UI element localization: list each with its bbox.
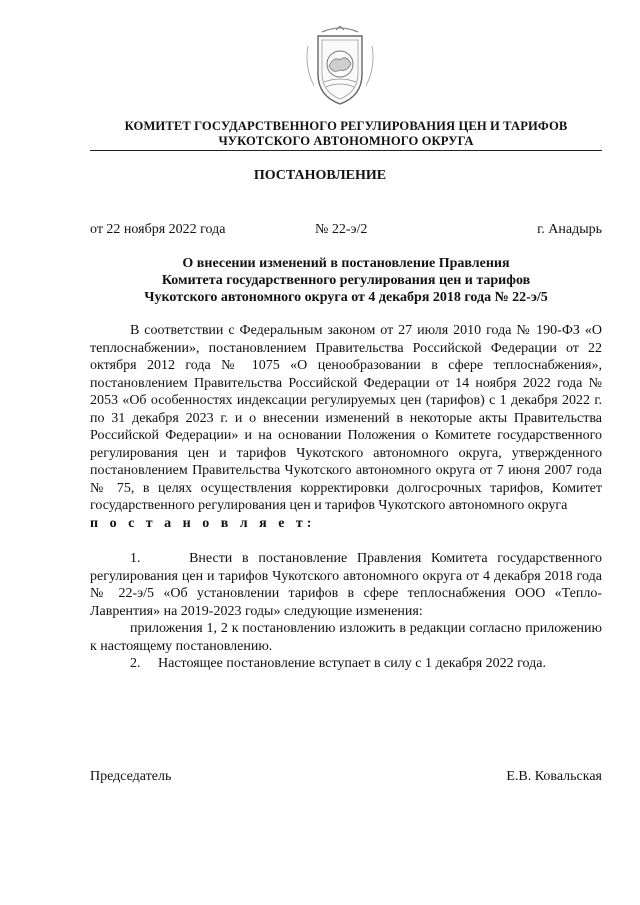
document-meta: [90, 222, 602, 240]
organization-name: [90, 119, 602, 149]
document-heading: [90, 255, 602, 306]
spacer: [90, 532, 602, 550]
document-number: № 22-э/2: [315, 222, 368, 237]
organization-line-2: ЧУКОТСКОГО АВТОНОМНОГО ОКРУГА: [218, 134, 474, 148]
signatory-role: Председатель: [90, 769, 172, 784]
organization-line-1: КОМИТЕТ ГОСУДАРСТВЕННОГО РЕГУЛИРОВАНИЯ ЦЕН И ТАРИФОВ: [124, 119, 568, 133]
item-2-paragraph: 2. Настоящее постановление вступает в силу с 1 декабря 2022 года.: [130, 656, 546, 671]
document-date: от 22 ноября 2022 года: [90, 222, 226, 237]
preamble-paragraph: В соответствии с Федеральным законом от 27 июля 2010 года № 190-ФЗ «О теплоснабжении», постановлением Правительства Российской Федерации от 22 октября 2012 года № 1075 «О ценообразовании в сфере теплоснабжения», постановлением Правительства Российской Федерации от 14 ноября 2022 года № 2053 «Об особенностях индексации регулируемых цен (тарифов) с 1 декабря 2022 г. по 31 декабря 2023 г. и о внесении изменений в некоторые акты Правительства Российской Федерации» и на основании Положения о Комитете государственного регулирования цен и тарифов Чукотского автономного округа, утвержденного постановлением Правительства Чукотского автономного округа от 7 июня 2007 года № 75, в целях осуществления корректировки долгосрочных тарифов, Комитет государственного регулирования цен и тарифов Чукотского автономного округа: [90, 323, 602, 513]
coat-of-arms-emblem-icon: [304, 26, 376, 106]
heading-line-3: Чукотского автономного округа от 4 декабря 2018 года № 22-э/5: [144, 290, 548, 305]
header-divider: [90, 150, 602, 151]
signature-block: [90, 769, 602, 787]
document-body: [90, 322, 602, 673]
signatory-name: Е.В. Ковальская: [506, 769, 602, 784]
document-type: ПОСТАНОВЛЕНИЕ: [253, 168, 387, 183]
resolve-word: п о с т а н о в л я е т:: [90, 515, 316, 531]
heading-line-1: О внесении изменений в постановление Правления: [182, 256, 510, 271]
item-1-paragraph: 1. Внести в постановление Правления Комитета государственного регулирования цен и тарифов Чукотского автономного округа от 4 декабря 2018 года № 22-э/5 «Об установлении тарифов в сфере теплоснабжения ООО «Тепло-Лаврентия» на 2019-2023 годы» следующие изменения:: [90, 551, 602, 619]
item-1-sub-paragraph: приложения 1, 2 к постановлению изложить в редакции согласно приложению к настоящему постановлению.: [90, 621, 602, 654]
heading-line-2: Комитета государственного регулирования цен и тарифов: [161, 273, 531, 288]
document-city: г. Анадырь: [537, 222, 602, 237]
